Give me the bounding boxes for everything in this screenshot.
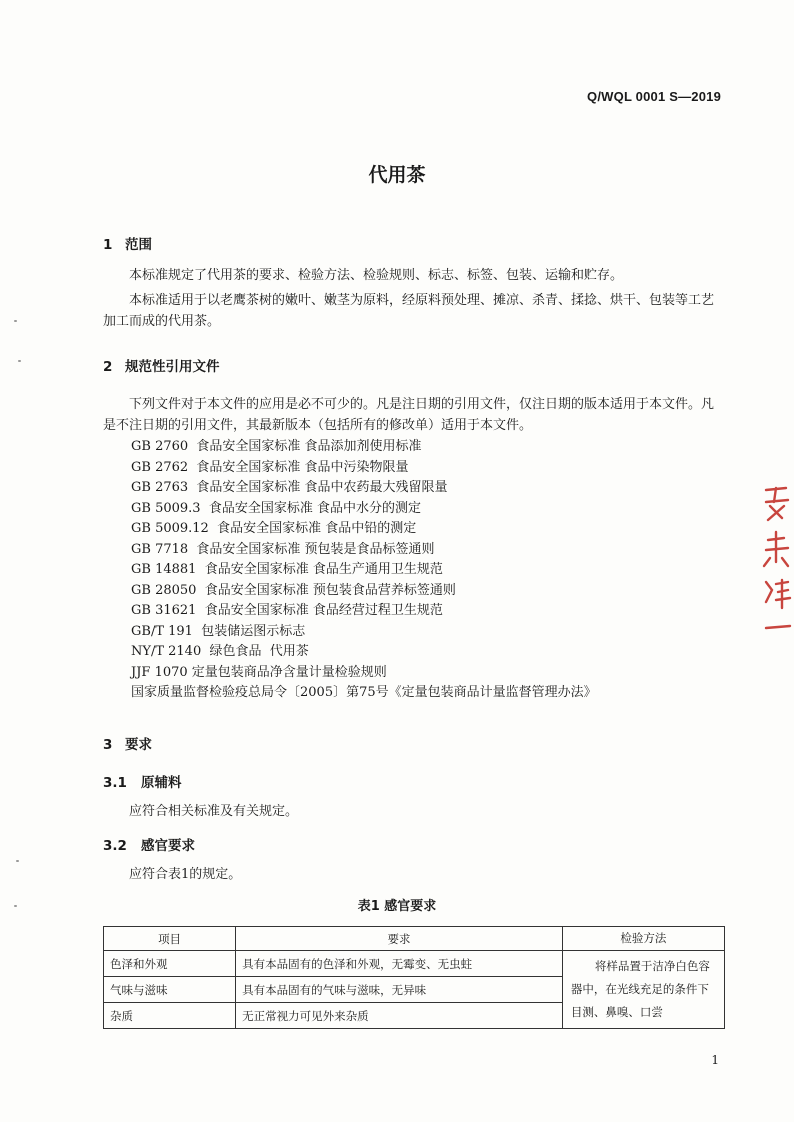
scope-paragraph-2: 本标准适用于以老鹰茶树的嫩叶、嫩茎为原料，经原料预处理、摊凉、杀青、揉捻、烘干、包装等工艺加工而成的代用茶。 [103,293,715,329]
table-cell: 杂质 [104,1003,236,1029]
reference-item: GB/T 191 包装储运图示标志 [131,623,306,639]
table-cell: 色泽和外观 [104,951,236,977]
section-3-heading [103,733,152,753]
sensory-paragraph: 应符合表1的规定。 [129,867,242,882]
scan-speck [14,320,17,322]
section-title: 范围 [125,237,152,253]
reference-item: NY/T 2140 绿色食品 代用茶 [131,644,309,659]
scan-speck [14,905,17,907]
method-text: 将样品置于洁净白色容器中，在光线充足的条件下目测、鼻嗅、口尝 [570,959,710,1019]
section-number: 3.2 [103,838,127,854]
reference-item: GB 14881 食品安全国家标准 食品生产通用卫生规范 [131,562,443,577]
scope-paragraph-1: 本标准规定了代用茶的要求、检验方法、检验规则、标志、标签、包装、运输和贮存。 [129,268,624,283]
method-cell [562,951,724,1029]
section-2-heading [103,355,220,375]
reference-item: GB 5009.12 食品安全国家标准 食品中铅的测定 [131,521,417,536]
scan-speck [16,860,19,862]
table-cell: 具有本品固有的色泽和外观，无霉变、无虫蛀 [236,951,563,977]
document-title: 代用茶 [368,164,426,186]
reference-item: GB 2763 食品安全国家标准 食品中农药最大残留限量 [131,480,448,495]
reference-list [131,437,597,704]
scan-speck [18,360,21,362]
sensory-requirements-table [103,926,725,1029]
table-header-row [104,927,725,951]
table-cell: 气味与滋味 [104,977,236,1003]
section-1-heading [103,233,152,253]
section-3-1-heading [103,771,182,791]
table-cell: 无正常视力可见外来杂质 [236,1003,563,1029]
seal-stamp [760,480,794,660]
table-caption: 表1 感官要求 [357,899,437,914]
table-cell: 具有本品固有的气味与滋味，无异味 [236,977,563,1003]
section-3-2-heading [103,834,195,854]
section-title: 要求 [125,737,152,753]
reference-item: GB 28050 食品安全国家标准 预包装食品营养标签通则 [131,582,456,598]
reference-item: GB 2760 食品安全国家标准 食品添加剂使用标准 [131,439,422,454]
column-header: 项目 [104,927,236,951]
references-intro: 下列文件对于本文件的应用是必不可少的。凡是注日期的引用文件，仅注日期的版本适用于本文件。凡是不注日期的引用文件，其最新版本（包括所有的修改单）适用于本文件。 [103,397,715,433]
reference-item: GB 5009.3 食品安全国家标准 食品中水分的测定 [131,500,421,516]
section-title: 原辅料 [141,775,182,791]
reference-item: JJF 1070 定量包装商品净含量计量检验规则 [131,664,387,680]
table-row [104,951,725,977]
standard-code: Q/WQL 0001 S—2019 [587,89,721,104]
column-header: 检验方法 [562,927,724,951]
section-title: 规范性引用文件 [125,359,220,375]
section-number: 3.1 [103,775,127,791]
section-title: 感官要求 [141,838,195,854]
reference-item: GB 7718 食品安全国家标准 预包装是食品标签通则 [131,541,435,557]
section-number: 3 [103,737,113,753]
section-number: 2 [103,359,113,375]
reference-item: GB 2762 食品安全国家标准 食品中污染物限量 [131,459,409,475]
raw-material-paragraph: 应符合相关标准及有关规定。 [129,804,299,819]
section-number: 1 [103,237,113,253]
page-number: 1 [711,1053,719,1067]
seal-stamp-graphic [760,480,794,660]
reference-item: GB 31621 食品安全国家标准 食品经营过程卫生规范 [131,603,443,618]
column-header: 要求 [236,927,563,951]
reference-item: 国家质量监督检验疫总局令〔2005〕第75号《定量包装商品计量监督管理办法》 [131,685,597,700]
